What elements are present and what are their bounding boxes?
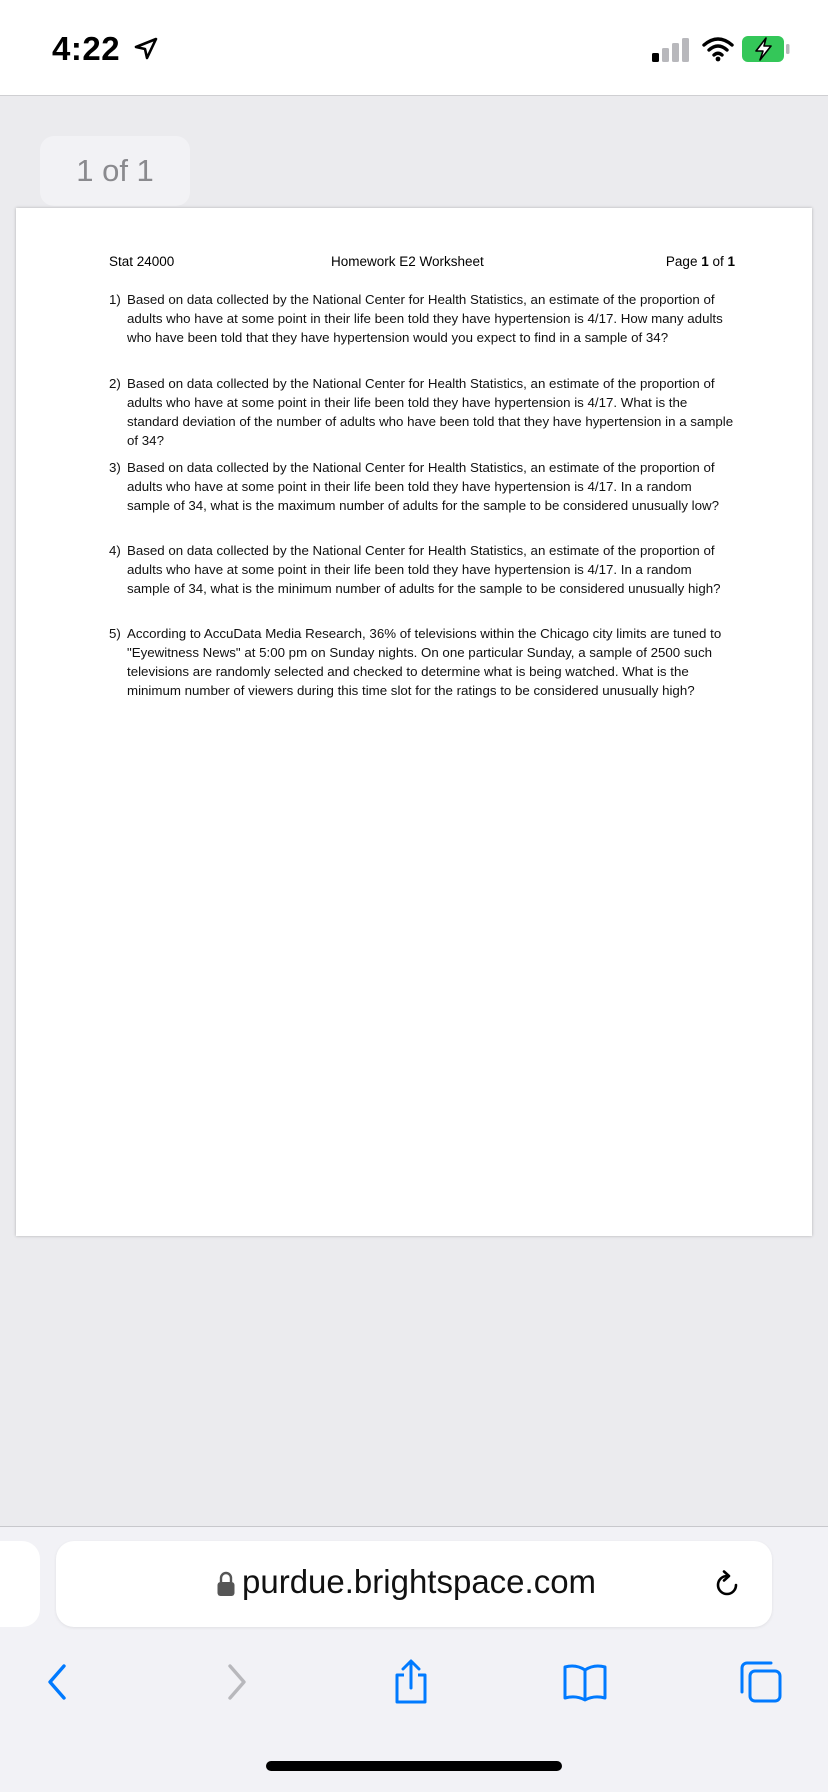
question-text: Based on data collected by the National Center for Health Statistics, an estimate of the proportion of adults who have at some point in their life been told they have hypertension is 4/17. What is the standard deviation of the number of adults who have been told that they have hypertension in a sample of 34?: [127, 376, 734, 448]
question-number: 4): [109, 543, 121, 558]
question-2: [109, 374, 735, 450]
course-label: Stat 24000: [109, 254, 175, 269]
document-page[interactable]: [16, 208, 812, 1236]
page-counter: 1 of 1: [40, 136, 190, 206]
location-arrow-icon: [133, 36, 159, 62]
forward-button[interactable]: [212, 1657, 262, 1707]
wifi-icon: [702, 36, 734, 62]
status-time: 4:22: [52, 30, 121, 67]
forward-icon: [222, 1662, 252, 1702]
document-header: [109, 254, 735, 274]
url-text[interactable]: purdue.brightspace.com: [242, 1563, 597, 1600]
bookmarks-button[interactable]: [560, 1657, 610, 1707]
reload-icon[interactable]: [710, 1568, 744, 1602]
cellular-signal-icon: [652, 38, 692, 62]
question-number: 1): [109, 292, 121, 307]
share-button[interactable]: [386, 1657, 436, 1707]
tabs-icon: [738, 1659, 784, 1705]
question-4: [109, 541, 735, 598]
question-1: [109, 290, 735, 347]
previous-tab-peek[interactable]: [0, 1541, 40, 1627]
browser-toolbar: [0, 1647, 828, 1717]
battery-charging-icon: [741, 35, 791, 63]
question-3: [109, 458, 735, 515]
browser-bottom-bar: [0, 1527, 828, 1792]
question-number: 3): [109, 460, 121, 475]
question-5: [109, 624, 735, 700]
address-bar[interactable]: [56, 1541, 772, 1627]
question-text: According to AccuData Media Research, 36% of televisions within the Chicago city limits are tuned to "Eyewitness News" at 5:00 pm on Sunday nights. On one particular Sunday, a sample of 2500 such televisions are randomly selected and checked to determine what is being watched. What is the minimum number of viewers during this time slot for the ratings to be considered unusually high?: [127, 626, 722, 698]
page-label: Page 1 of 1: [665, 254, 735, 269]
back-icon: [42, 1662, 72, 1702]
back-button[interactable]: [32, 1657, 82, 1707]
question-number: 5): [109, 626, 121, 641]
question-text: Based on data collected by the National Center for Health Statistics, an estimate of the proportion of adults who have at some point in their life been told they have hypertension is 4/17. How many adults who have been told that they have hypertension would you expect to find in a sample of 34?: [127, 292, 723, 345]
document-viewer[interactable]: [0, 96, 828, 1526]
tabs-button[interactable]: [736, 1657, 786, 1707]
question-text: Based on data collected by the National Center for Health Statistics, an estimate of the proportion of adults who have at some point in their life been told they have hypertension is 4/17. In a random sample of 34, what is the maximum number of adults for the sample to be considered unusually low?: [127, 460, 720, 513]
worksheet-title: Homework E2 Worksheet: [331, 254, 484, 269]
question-text: Based on data collected by the National Center for Health Statistics, an estimate of the proportion of adults who have at some point in their life been told they have hypertension is 4/17. In a random sample of 34, what is the minimum number of adults for the sample to be considered unusually high?: [127, 543, 721, 596]
home-indicator[interactable]: [266, 1761, 562, 1771]
lock-icon: [216, 1571, 236, 1597]
status-bar: [0, 0, 828, 95]
question-number: 2): [109, 376, 121, 391]
bookmarks-icon: [562, 1662, 608, 1702]
share-icon: [391, 1659, 431, 1705]
